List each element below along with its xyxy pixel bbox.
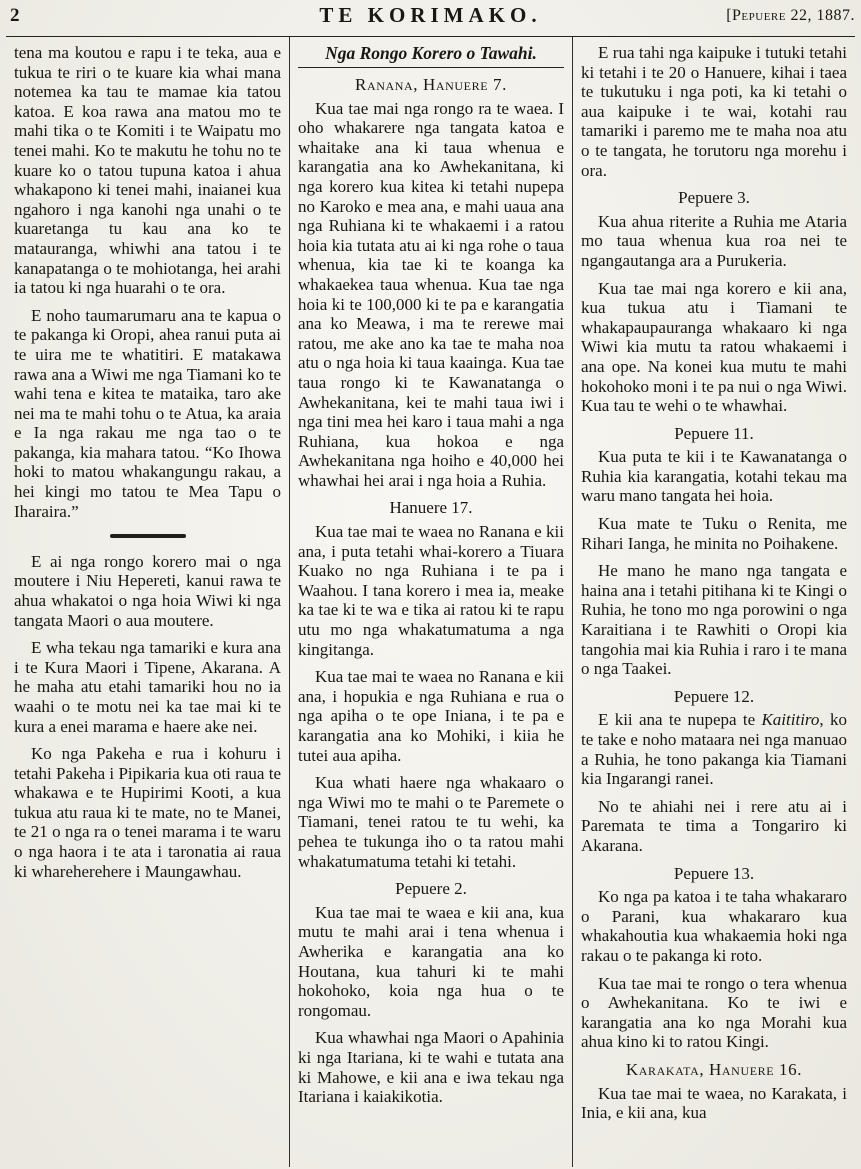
paragraph: Ko nga Pakeha e rua i kohuru i tetahi Pakeha i Pipikaria kua oti raua te whakawa e te Hupirimi Kooti, a kua tukua atu raua ki te mate, no te Manei, te 21 o nga ra o tenei marama i te waru o nga haora i te ata i taronatia ai raua ki whareherehere i Maungawhau.	[14, 744, 281, 881]
paragraph: E rua tahi nga kaipuke i tutuki tetahi ki tetahi i te 20 o Hanuere, kihai i taea te tukutuku i nga poti, ka ki tetahi o aua kaipuke i te wai, kotahi rau tamariki i paremo me te maha noa atu o te tangata, he torutoru nga morehu i ora.	[581, 43, 847, 180]
date-heading: Pepuere 3.	[678, 188, 750, 208]
paragraph: He mano he mano nga tangata e haina ana i tetahi pitihana ki te Kingi o Ruhia, he tono mo nga porowini o nga Karaitiana i te Rawhiti o Oropi kia tangohia mai kia Ruhia i raro i te mana o nga Taakei.	[581, 561, 847, 679]
paragraph: Kua tae mai te waea no Ranana e kii ana, i hopukia e nga Ruhiana e rua o nga apiha o te ope Iniana, i te pa e karangatia ana ko Mohiki, i kiia he tutei aua apiha.	[298, 667, 564, 765]
paragraph: E ai nga rongo korero mai o nga moutere i Niu Hepereti, kanui rawa te ahua whakatoi o nga hoia Wiwi ki nga tangata Maori o aua moutere.	[14, 551, 281, 630]
section-divider	[110, 534, 186, 538]
page-number: 2	[10, 5, 20, 26]
paragraph: Kua tae mai nga rongo ra te waea. I oho whakarere nga tangata katoa e whaitake ana ki taua whenua e karangatia ana ko Awhekanitana, ki nga korero kua kitea ki tetahi nupepa no Karoko e mea ana, e mahi uaua ana nga Ruhiana ki te whakaemi i a ratou hoia kia tutata atu ai ki nga rohe o taua whenua, kia tae ki te koanga ka whakaekea taua whenua. Kua tae nga hoia ki te 100,000 ki te pa e karangatia ana ko Meawa, i ma te rerewe mai ratou, me ake ano ka tae te maha noa atu o nga hoia ki taua kaainga. Kua tae taua rongo ki te Kawanatanga o Awhekanitana, kei te mahi taua iwi i nga tini mea hei karo i taua mahi a nga Ruhiana, kua hokoa e nga Awhekanitana nga hoiho e 40,000 hei whawhai hei arai i nga hoia a Ruhia.	[298, 98, 564, 490]
column-2	[289, 37, 572, 1167]
dateline-heading: Karakata, Hanuere 16.	[625, 1059, 803, 1079]
date-heading: Hanuere 17.	[389, 498, 473, 518]
paragraph: Kua tae mai nga korero e kii ana, kua tukua atu i Tiamani te whakapaupauranga whakaaro ki nga Wiwi kia mutu ta ratou whakaemi i ana ope. Na konei kua mutu te mahi hokohoko moni i te pa nui o nga Wiwi. Kua tau te wehi o te whawhai.	[581, 278, 847, 416]
paragraph: tena ma koutou e rapu i te teka, aua e tukua te riri o te kuare kia whai mana notemea ka tau te mamae kia tatou katoa. E koa rawa ana matou mo te mahi tika o te Komiti i te Waipatu mo tenei mahi. Ko te makutu he tohu no te kuare ko o tatou tupuna katoa i ahua whakapono ki tenei mahi, inaianei kua ngahoro i nga kanohi nga unahi o te kuaretanga tu kau ana ko te matauranga, whiwhi ana tatou i te kanapatanga o te mohiotanga, hei arahi ia tatou ki nga huarahi o te ora.	[14, 43, 281, 298]
paragraph: Kua mate te Tuku o Renita, me Rihari Ianga, he minita no Poihakene.	[581, 514, 847, 553]
date-heading: Pepuere 11.	[674, 423, 754, 443]
paragraph: Kua whati haere nga whakaaro o nga Wiwi mo te mahi o te Paremete o Tiamani, tenei ratou te tu wehi, ka pehea te tukunga iho o ta ratou mahi whakatumatuma tetahi ki tetahi.	[298, 773, 564, 871]
dateline-heading: Ranana, Hanuere 7.	[355, 75, 507, 94]
paragraph	[581, 710, 847, 788]
masthead	[6, 3, 855, 34]
paragraph: Kua tae mai te waea, no Karakata, i Inia, e kii ana, kua	[581, 1083, 847, 1123]
paragraph: Kua tae mai te waea no Ranana e kii ana, i puta tetahi whai-korero a Tiuara Kuako no nga Ruhiana i te pa i Waahou. I tana korero i mea ia, meake ka tae ki te wa e tika ai ratou ki te rapu utu mo nga whakatumatuma a nga kingitanga.	[298, 522, 564, 659]
paragraph: Kua tae mai te waea e kii ana, kua mutu te mahi arai i tena whenua i Awherika e karangatia ana ko Houtana, kua tahuri ki te mahi hokohoko, koia nga hua o te rongomau.	[298, 902, 564, 1020]
paragraph: Kua puta te kii i te Kawanatanga o Ruhia kia karangatia, kotahi tekau ma waru mano tangata hei hoia.	[581, 447, 847, 506]
date-heading: Pepuere 2.	[395, 879, 467, 899]
article-columns	[6, 37, 855, 1167]
date-heading: Pepuere 12.	[673, 686, 755, 706]
paragraph: Kua whawhai nga Maori o Apahinia ki nga Itariana, ki te wahi e tutata ana ki Mahowe, e kii ana e iwa tekau nga Itariana i kaiakikotia.	[298, 1028, 564, 1107]
paragraph-text: E kii ana te nupepa te	[598, 710, 762, 730]
paragraph: E wha tekau nga tamariki e kura ana i te Kura Maori i Tipene, Akarana. A he maha atu etahi tamariki hou no ia waahi o te motu nei ka tae mai ki te kura a enei marama e haere ake nei.	[14, 638, 281, 736]
column-1	[6, 37, 289, 1167]
date-heading: Pepuere 13.	[673, 863, 755, 883]
paragraph: Ko nga pa katoa i te taha whakararo o Parani, kua whakararo kua whakahoutia kua whakaemia hoki nga rakau o te pakanga ki roto.	[581, 887, 847, 965]
italic-newspaper-name: Kaititiro	[761, 710, 820, 730]
section-title-rule	[298, 67, 564, 68]
paragraph-text: , ko te take e noho mataara nei nga manuao a Ruhia, he tono pakanga kia Tiamani kia Ingarangi ranei.	[581, 710, 847, 789]
issue-date: [Pepuere 22, 1887.	[726, 7, 855, 24]
page-title: TE KORIMAKO.	[319, 3, 542, 27]
paragraph: Kua tae mai te rongo o tera whenua o Awhekanitana. Ko te iwi e karangatia ana ko nga Morahi kua ahua kino ki to ratou Kingi.	[581, 973, 847, 1052]
paragraph: Kua ahua riterite a Ruhia me Ataria mo taua whenua kua roa nei te ngangautanga ara a Purukeria.	[581, 211, 847, 270]
column-3	[572, 37, 855, 1167]
section-title: Nga Rongo Korero o Tawahi.	[325, 43, 537, 63]
paragraph: No te ahiahi nei i rere atu ai i Paremata te tima a Tongariro ki Akarana.	[581, 796, 847, 855]
paragraph: E noho taumarumaru ana te kapua o te pakanga ki Oropi, ahea ranui puta ai te uira me te whatitiri. E matakawa rawa ana a Wiwi me nga Tiamani ko te wahi tena e kitea te mataika, taro ake nei ma te mahi tohu o te Atua, ka araia e Ia nga rakau me nga tao o te pakanga, kia mahara tatou. “Ko Ihowa hoki to matou whakangungu rakau, a hei kingi mo tatou te Mea Tapu o Iharaira.”	[14, 305, 281, 521]
